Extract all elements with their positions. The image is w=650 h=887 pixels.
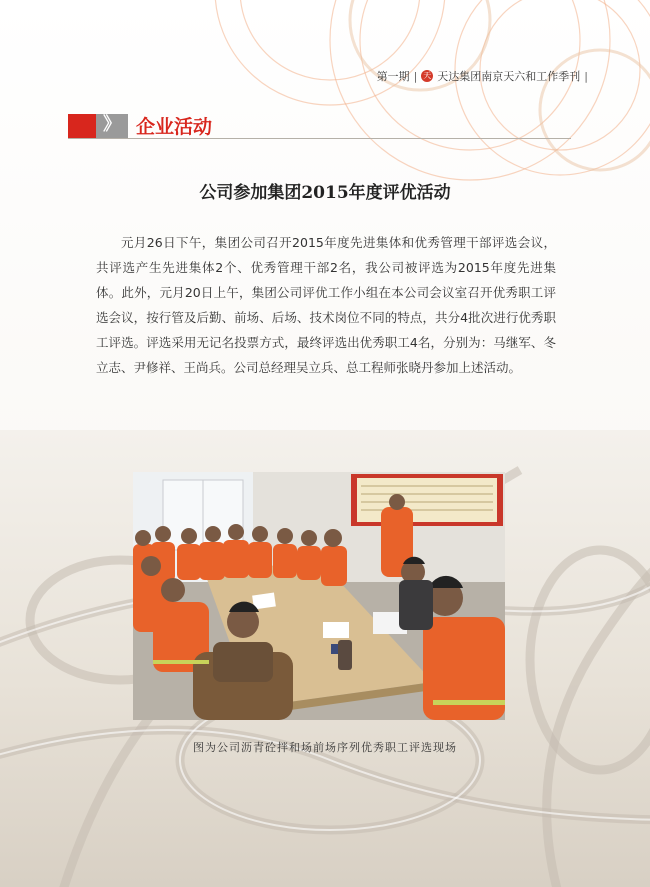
chevron-right-icon: 》 <box>96 114 128 138</box>
divider: | <box>413 69 418 83</box>
article-body: 元月26日下午，集团公司召开2015年度先进集体和优秀管理干部评选会议，共评选产生先进集体2个、优秀管理干部2名，我公司被评选为2015年度先进集体。此外，元月20日上午，集团公司评优工作小组在本公司会议室召开优秀职工评选会议，按行管及后勤、前场、后场、技术岗位不同的特点，共分4批次进行优秀职工评选。评选采用无记名投票方式，最终评选出优秀职工4名，分别为：马继军、冬立志、尹修祥、王尚兵。公司总经理吴立兵、总工程师张晓丹参加上述活动。 <box>96 235 556 375</box>
section-title: 企业活动 <box>136 116 213 138</box>
section-banner <box>68 110 571 139</box>
article-title: 公司参加集团2015年度评优活动 <box>199 183 451 203</box>
banner-red-block <box>68 114 96 138</box>
publication-title: 天达集团南京天六和工作季刊 <box>437 70 581 83</box>
publication-header <box>377 68 588 84</box>
issue-label: 第一期 <box>376 70 410 83</box>
photo-caption: 图为公司沥青砼拌和场前场序列优秀职工评选现场 <box>193 741 457 754</box>
meeting-photo <box>133 472 505 720</box>
company-logo: 天 <box>423 71 432 80</box>
divider: | <box>584 69 588 83</box>
